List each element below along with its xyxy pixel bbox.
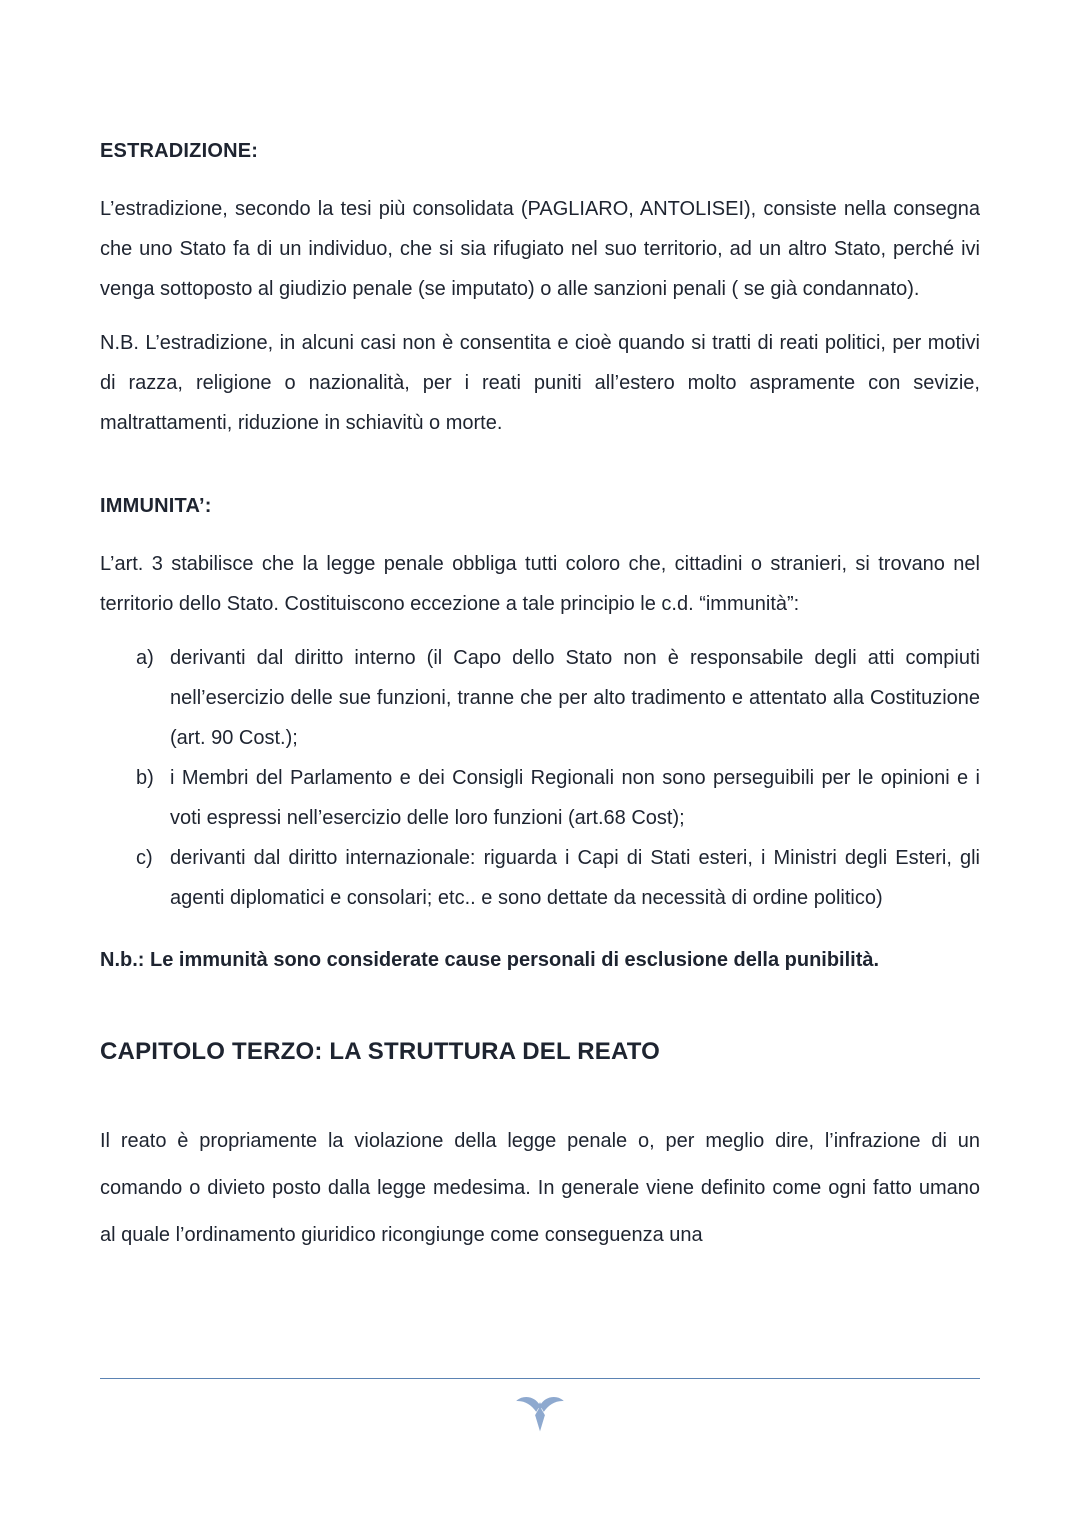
page-footer bbox=[100, 1378, 980, 1433]
list-item-c bbox=[136, 838, 980, 918]
section-heading-immunita: IMMUNITA’: bbox=[100, 495, 212, 517]
list-marker-b: b) bbox=[136, 767, 154, 789]
list-marker-c: c) bbox=[136, 847, 153, 869]
immunita-list bbox=[100, 638, 980, 918]
list-text-b: i Membri del Parlamento e dei Consigli Regionali non sono perseguibili per le opinioni e i voti espressi nell’esercizio delle loro funzioni (art.68 Cost); bbox=[170, 767, 980, 829]
paragraph-estradizione: L’estradizione, secondo la tesi più consolidata (PAGLIARO, ANTOLISEI), consiste nella consegna che uno Stato fa di un individuo, che si sia rifugiato nel suo territorio, ad un altro Stato, perché ivi venga sottoposto al giudizio penale (se imputato) o alle sanzioni penali ( se già condannato). bbox=[100, 198, 980, 300]
paragraph-estradizione-nb: N.B. L’estradizione, in alcuni casi non è consentita e cioè quando si tratti di reati politici, per motivi di razza, religione o nazionalità, per i reati puniti all’estero molto aspramente con sevizie, maltrattamenti, riduzione in schiavitù o morte. bbox=[100, 332, 980, 434]
chapter-heading: CAPITOLO TERZO: LA STRUTTURA DEL REATO bbox=[100, 1038, 661, 1065]
paragraph-chapter-intro: Il reato è propriamente la violazione della legge penale o, per meglio dire, l’infrazione di un comando o divieto posto dalla legge medesima. In generale viene definito come ogni fatto umano al quale l’ordinamento giuridico ricongiunge come conseguenza una bbox=[100, 1130, 980, 1246]
list-item-b bbox=[136, 758, 980, 838]
list-marker-a: a) bbox=[136, 647, 154, 669]
list-item-a bbox=[136, 638, 980, 758]
section-heading-estradizione: ESTRADIZIONE: bbox=[100, 140, 259, 162]
paragraph-immunita: L’art. 3 stabilisce che la legge penale obbliga tutti coloro che, cittadini o stranieri, si trovano nel territorio dello Stato. Costituiscono eccezione a tale principio le c.d. “immunità”: bbox=[100, 553, 980, 615]
bird-logo-icon bbox=[514, 1393, 566, 1433]
footer-logo bbox=[100, 1393, 980, 1433]
list-text-c: derivanti dal diritto internazionale: riguarda i Capi di Stati esteri, i Ministri degli Esteri, gli agenti diplomatici e consolari; etc.. e sono dettate da necessità di ordine politico) bbox=[170, 847, 980, 909]
footer-divider bbox=[100, 1378, 980, 1379]
note-immunita-bold: N.b.: Le immunità sono considerate cause personali di esclusione della punibilità. bbox=[100, 949, 880, 971]
list-text-a: derivanti dal diritto interno (il Capo dello Stato non è responsabile degli atti compiuti nell’esercizio delle sue funzioni, tranne che per alto tradimento e attentato alla Costituzione (art. 90 Cost.); bbox=[170, 647, 980, 749]
